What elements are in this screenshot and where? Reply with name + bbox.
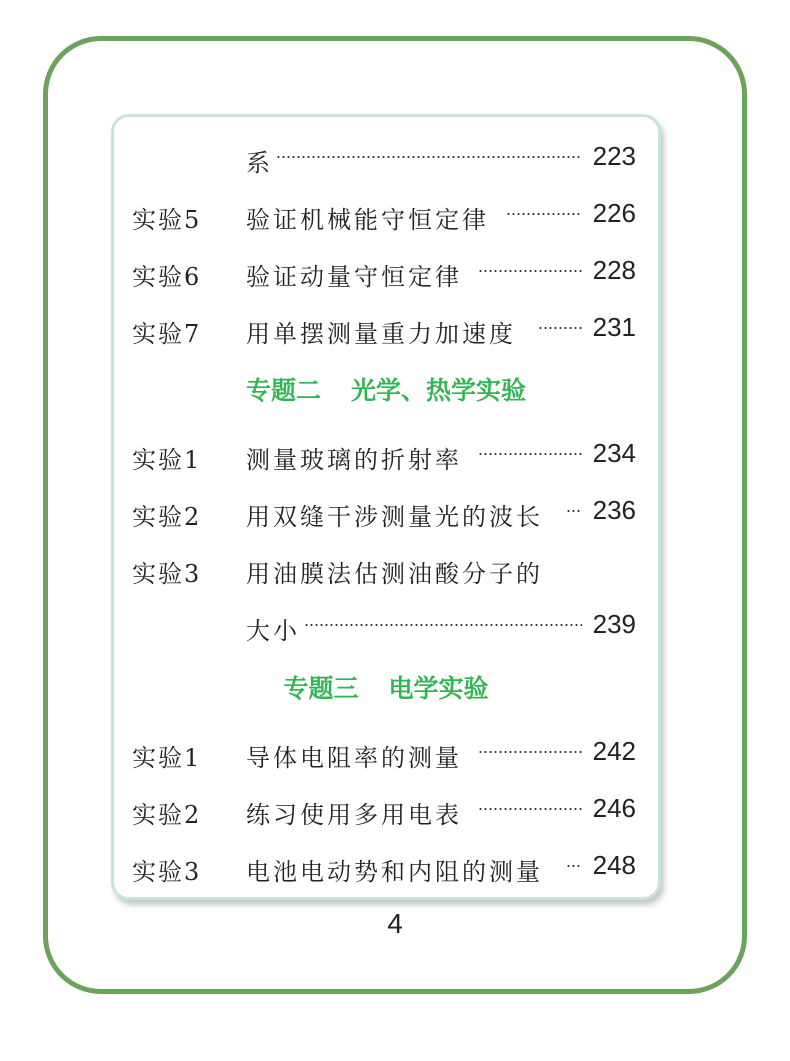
toc-entry-label: 实验2 [132,801,202,829]
section-number: 专题二 [245,376,321,405]
toc-entry-title: 大小 [246,617,300,645]
toc-entry-page: 234 [592,438,636,468]
toc-entry-label: 实验7 [132,320,202,348]
toc-entry-page: 226 [592,198,636,228]
toc-entry[interactable] [114,846,658,886]
toc-entry-label: 实验3 [132,858,202,886]
leader-dots [506,212,582,216]
toc-entry-title: 用油膜法估测油酸分子的 [246,560,543,588]
leader-dots [478,750,582,754]
section-name: 光学、热学实验 [351,376,527,405]
section-heading [114,669,658,709]
toc-entry-title: 导体电阻率的测量 [246,744,462,772]
toc-entry-title: 验证机械能守恒定律 [246,206,489,234]
toc-entry[interactable] [114,434,658,474]
toc-entry-label: 实验1 [132,744,202,772]
toc-entry[interactable] [114,548,658,588]
toc-entry-label: 实验6 [132,263,202,291]
section-number: 专题三 [283,674,359,703]
leader-dots [566,864,582,868]
leader-dots [478,807,582,811]
toc-entry[interactable] [114,732,658,772]
toc-entry-label: 实验3 [132,560,202,588]
leader-dots [538,326,582,330]
toc-entry[interactable] [114,789,658,829]
toc-entry-page: 239 [592,609,636,639]
toc-entry-page: 223 [592,141,636,171]
toc-entry-page: 246 [592,793,636,823]
leader-dots [478,452,582,456]
section-heading [114,371,658,411]
leader-dots [478,269,582,273]
toc-entry-title: 电池电动势和内阻的测量 [246,858,543,886]
page-number: 4 [387,908,403,939]
toc-entry-label: 实验2 [132,503,202,531]
toc-entry[interactable] [114,251,658,291]
leader-dots [304,623,582,627]
toc-entry[interactable] [114,137,658,177]
toc-entry-page: 228 [592,255,636,285]
toc-entry[interactable] [114,308,658,348]
toc-entry-title: 用双缝干涉测量光的波长 [246,503,543,531]
toc-entry-title: 练习使用多用电表 [246,801,462,829]
toc-entry-label: 实验5 [132,206,202,234]
toc-entry-page: 231 [592,312,636,342]
toc-entry-page: 248 [592,850,636,880]
toc-entry-label: 实验1 [132,446,202,474]
leader-dots [276,155,582,159]
toc-entry[interactable] [114,194,658,234]
toc-entry-page: 242 [592,736,636,766]
toc-entry-title: 系 [246,149,273,177]
section-name: 电学实验 [388,674,489,703]
toc-entry[interactable] [114,605,658,645]
toc-entry-title: 测量玻璃的折射率 [246,446,462,474]
toc-card [111,114,661,900]
toc-entry-title: 用单摆测量重力加速度 [246,320,516,348]
toc-entry-page: 236 [592,495,636,525]
toc-entry[interactable] [114,491,658,531]
toc-entry-title: 验证动量守恒定律 [246,263,462,291]
leader-dots [566,509,582,513]
